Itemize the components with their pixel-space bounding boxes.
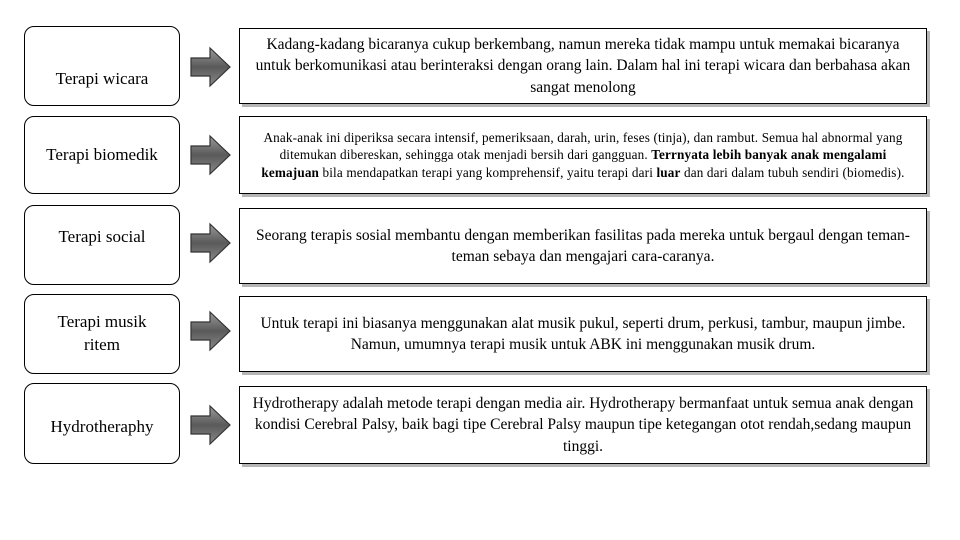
right-arrow-icon bbox=[190, 222, 232, 264]
description-box bbox=[239, 296, 927, 372]
term-label: Terapi biomedik bbox=[46, 144, 158, 164]
emphasis-text: Terrnyata lebih banyak anak mengalami kemajuan bbox=[261, 147, 887, 180]
term-box bbox=[24, 26, 180, 106]
description-text: Hydrotherapy adalah metode terapi dengan media air. Hydrotherapy bermanfaat untuk semua anak dengan kondisi Cerebral Palsy, baik bagi tipe Cerebral Palsy maupun tipe ketegangan otot rendah,sedang maupun tinggi. bbox=[252, 394, 914, 455]
right-arrow-icon bbox=[190, 134, 232, 176]
right-arrow-icon bbox=[190, 46, 232, 88]
description-text: Seorang terapis sosial membantu dengan memberikan fasilitas pada mereka untuk bergaul dengan teman-teman sebaya dan mengajari cara-caranya. bbox=[256, 226, 910, 265]
description-box bbox=[239, 28, 927, 104]
term-label: Terapi social bbox=[58, 227, 146, 246]
description-text: Kadang-kadang bicaranya cukup berkembang, namun mereka tidak mampu untuk memakai bicaranya untuk berkomunikasi atau berinteraksi dengan orang lain. Dalam hal ini terapi wicara dan berbahasa akan sangat menolong bbox=[255, 35, 911, 96]
description-box bbox=[239, 386, 927, 464]
term-box bbox=[24, 294, 180, 374]
description-box bbox=[239, 208, 927, 284]
right-arrow-icon bbox=[190, 404, 232, 446]
term-box bbox=[24, 383, 180, 464]
term-box bbox=[24, 116, 180, 194]
row-terapi-wicara bbox=[0, 26, 960, 106]
term-label: Hydrotheraphy bbox=[50, 417, 154, 437]
row-terapi-biomedik bbox=[0, 116, 960, 194]
term-box bbox=[24, 205, 180, 285]
description-box bbox=[239, 116, 927, 194]
row-terapi-musik-ritem bbox=[0, 294, 960, 374]
description-text: Untuk terapi ini biasanya menggunakan alat musik pukul, seperti drum, perkusi, tambur, maupun jimbe. Namun, umumnya terapi musik untuk ABK ini menggunakan musik drum. bbox=[260, 314, 906, 353]
row-terapi-social bbox=[0, 205, 960, 285]
term-label: Terapi wicara bbox=[55, 69, 149, 89]
right-arrow-icon bbox=[190, 310, 232, 352]
term-label: Terapi musik ritem bbox=[57, 312, 147, 354]
row-hydrotheraphy bbox=[0, 383, 960, 464]
description-text: Anak-anak ini diperiksa secara intensif, pemeriksaan, darah, urin, feses (tinja), dan rambut. Semua hal abnormal yang ditemukan dibereskan, sehingga otak menjadi bersih dari gangguan. Terrnyata lebih banyak anak mengalami kemajuan bila mendapatkan terapi yang komprehensif, yaitu terapi dari luar dan dari dalam tubuh sendiri (biomedis). bbox=[261, 129, 905, 180]
emphasis-text: luar bbox=[656, 164, 681, 180]
